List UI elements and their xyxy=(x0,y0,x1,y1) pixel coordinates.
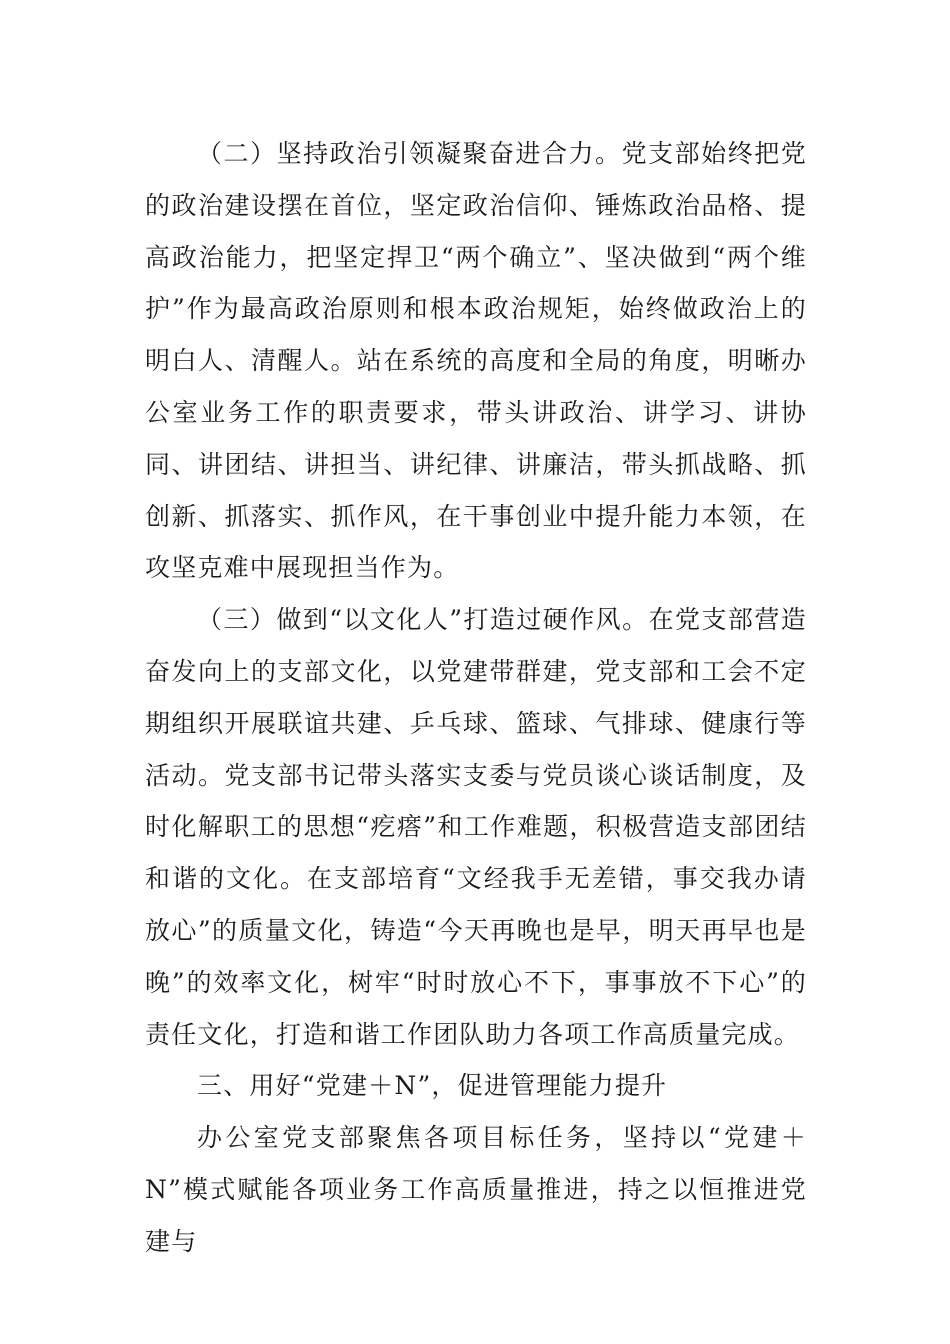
paragraph-closing: 办公室党支部聚焦各项目标任务，坚持以“党建＋N”模式赋能各项业务工作高质量推进，持之以恒推进党建与 xyxy=(145,1123,807,1256)
paragraph-political-leadership: （二）坚持政治引领凝聚奋进合力。党支部始终把党的政治建设摆在首位，坚定政治信仰、锤炼政治品格、提高政治能力，把坚定捍卫“两个确立”、坚决做到“两个维护”作为最高政治原则和根本政治规矩，始终做政治上的明白人、清醒人。站在系统的高度和全局的角度，明晰办公室业务工作的职责要求，带头讲政治、讲学习、讲协同、讲团结、讲担当、讲纪律、讲廉洁，带头抓战略、抓创新、抓落实、抓作风，在干事创业中提升能力本领，在攻坚克难中展现担当作为。 xyxy=(145,139,807,583)
section-heading: 三、用好“党建＋N”，促进管理能力提升 xyxy=(197,1071,668,1101)
paragraph-culture-building: （三）做到“以文化人”打造过硬作风。在党支部营造奋发向上的支部文化，以党建带群建，党支部和工会不定期组织开展联谊共建、乒乓球、篮球、气排球、健康行等活动。党支部书记带头落实支委与党员谈心谈话制度，及时化解职工的思想“疙瘩”和工作难题，积极营造支部团结和谐的文化。在支部培育“文经我手无差错，事交我办请放心”的质量文化，铸造“今天再晚也是早，明天再早也是晚”的效率文化，树牢“时时放心不下，事事放不下心”的责任文化，打造和谐工作团队助力各项工作高质量完成。 xyxy=(145,605,807,1049)
document-body xyxy=(145,128,807,1268)
